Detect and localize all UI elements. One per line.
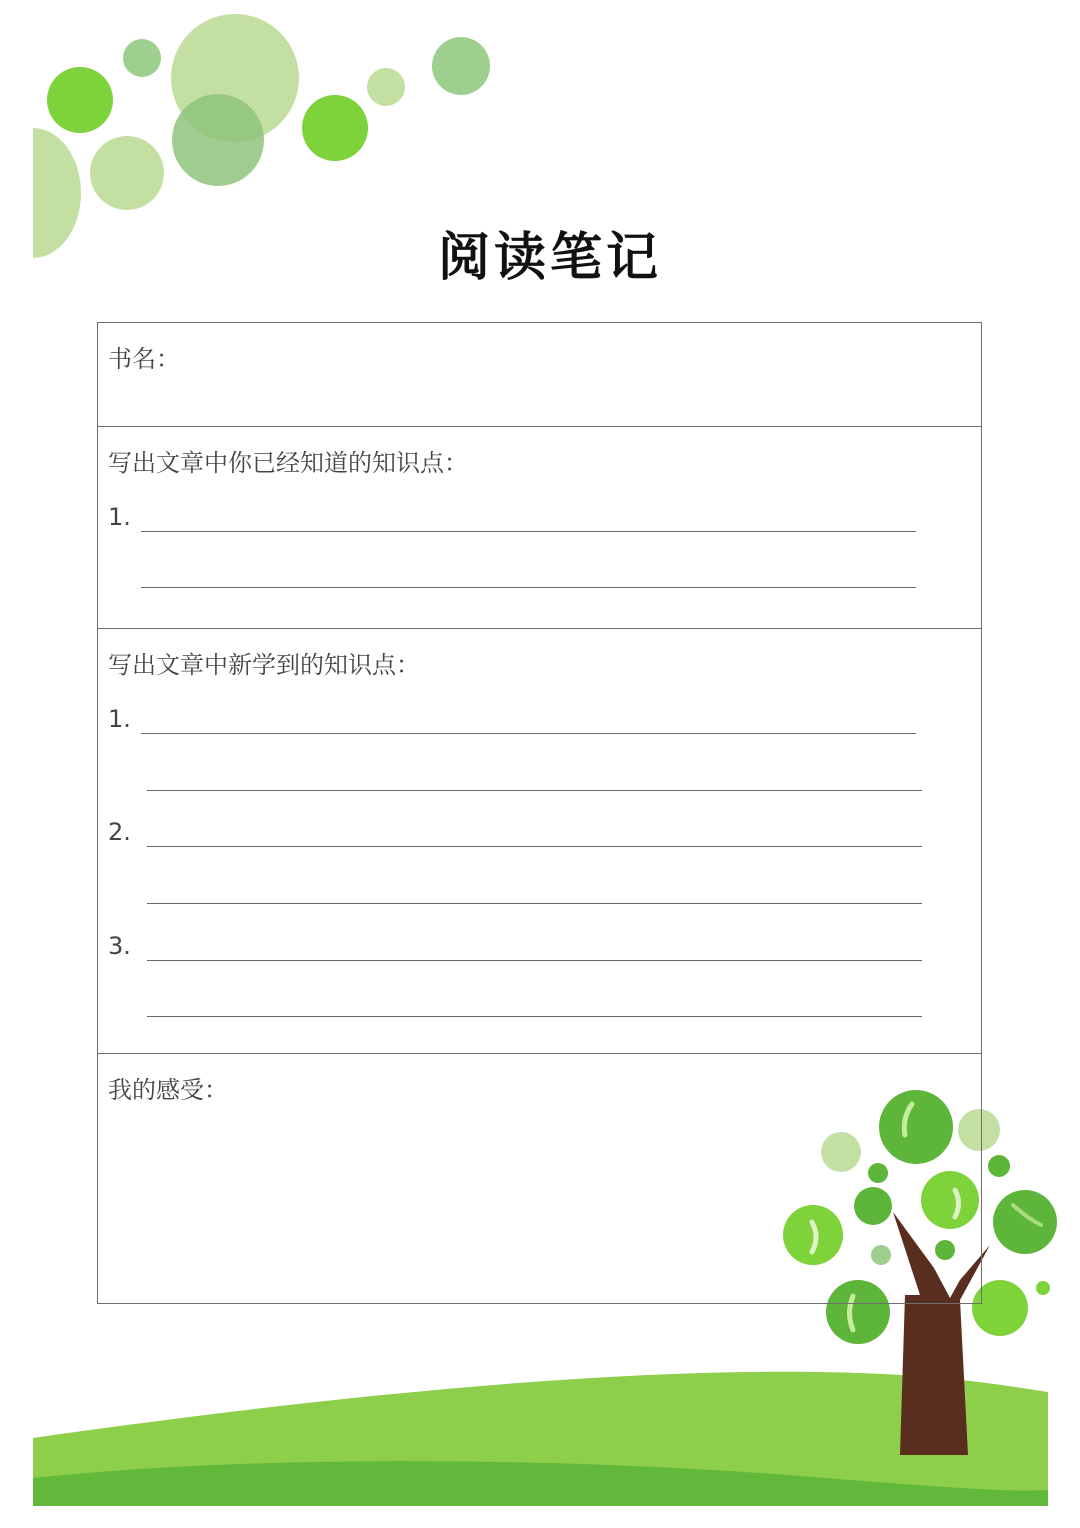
known-item-1 [108,503,928,533]
writing-line[interactable] [147,903,922,904]
grass-hills-decoration [33,1372,1048,1506]
new-item-3 [108,932,928,962]
writing-line[interactable] [141,733,916,734]
book-name-label: 书名： [108,345,180,373]
writing-line[interactable] [147,846,922,847]
item-number: 1. [108,503,131,531]
writing-line[interactable] [147,1016,922,1017]
new-item-1-continuation [108,762,928,792]
new-knowledge-section[interactable] [98,629,981,1054]
writing-line[interactable] [147,790,922,791]
writing-line[interactable] [147,960,922,961]
item-number: 2. [108,818,131,846]
known-knowledge-section[interactable] [98,427,981,629]
writing-line[interactable] [141,587,916,588]
known-knowledge-label: 写出文章中你已经知道的知识点： [108,449,468,477]
reading-note-form [97,322,982,1304]
new-knowledge-label: 写出文章中新学到的知识点： [108,651,420,679]
new-item-3-continuation [108,988,928,1018]
book-name-section[interactable] [98,323,981,427]
feelings-section[interactable] [98,1054,981,1303]
page-title: 阅读笔记 [437,228,662,288]
feelings-label: 我的感受： [108,1076,228,1104]
new-item-2-continuation [108,875,928,905]
item-number: 3. [108,932,131,960]
known-item-1-continuation [108,559,928,589]
item-number: 1. [108,705,131,733]
new-item-1 [108,705,928,735]
new-item-2 [108,818,928,848]
writing-line[interactable] [141,531,916,532]
